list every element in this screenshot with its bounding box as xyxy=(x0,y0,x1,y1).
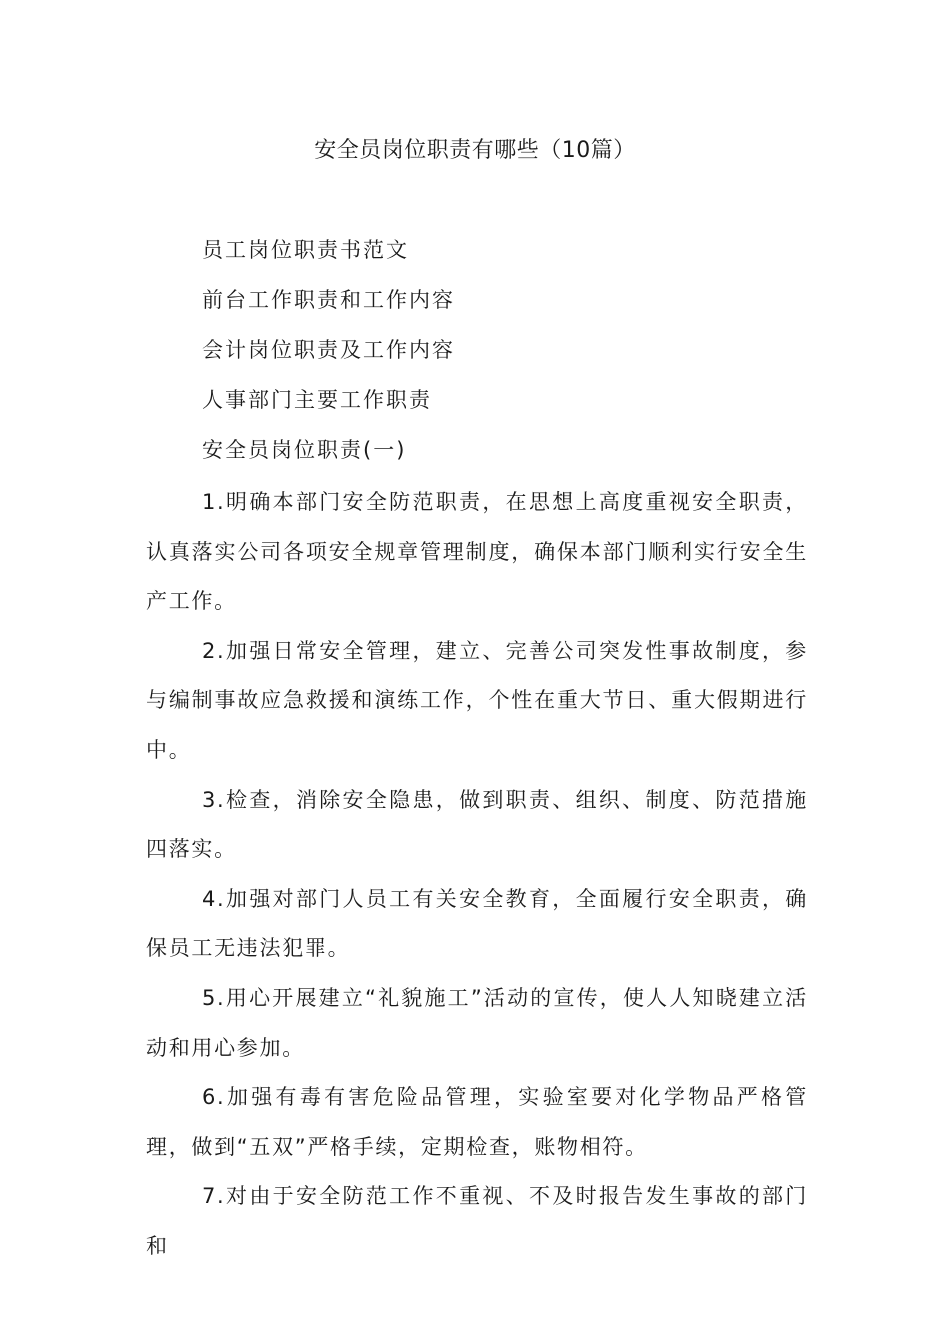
related-article-item: 员工岗位职责书范文 xyxy=(202,238,409,262)
body-paragraph: 5.用心开展建立“礼貌施工”活动的宣传，使人人知晓建立活动和用心参加。 xyxy=(146,985,808,1060)
body-paragraph: 2.加强日常安全管理，建立、完善公司突发性事故制度，参与编制事故应急救援和演练工作，个性在重大节日、重大假期进行中。 xyxy=(146,638,808,762)
body-paragraph: 3.检查，消除安全隐患，做到职责、组织、制度、防范措施四落实。 xyxy=(146,787,808,862)
document-title: 安全员岗位职责有哪些（10篇） xyxy=(314,138,636,163)
document-body xyxy=(146,478,808,1272)
body-paragraph: 7.对由于安全防范工作不重视、不及时报告发生事故的部门和 xyxy=(146,1184,808,1258)
related-article-item: 会计岗位职责及工作内容 xyxy=(202,338,455,362)
related-article-item: 前台工作职责和工作内容 xyxy=(202,288,455,312)
body-paragraph: 6.加强有毒有害危险品管理，实验室要对化学物品严格管理，做到“五双”严格手续，定期检查，账物相符。 xyxy=(146,1085,808,1159)
body-paragraph: 4.加强对部门人员工有关安全教育，全面履行安全职责，确保员工无违法犯罪。 xyxy=(146,886,808,961)
related-article-item: 人事部门主要工作职责 xyxy=(202,388,432,412)
section-heading: 安全员岗位职责(一) xyxy=(202,438,407,462)
body-paragraph: 1.明确本部门安全防范职责，在思想上高度重视安全职责，认真落实公司各项安全规章管理制度，确保本部门顺利实行安全生产工作。 xyxy=(146,490,808,614)
related-articles-list xyxy=(202,232,455,482)
